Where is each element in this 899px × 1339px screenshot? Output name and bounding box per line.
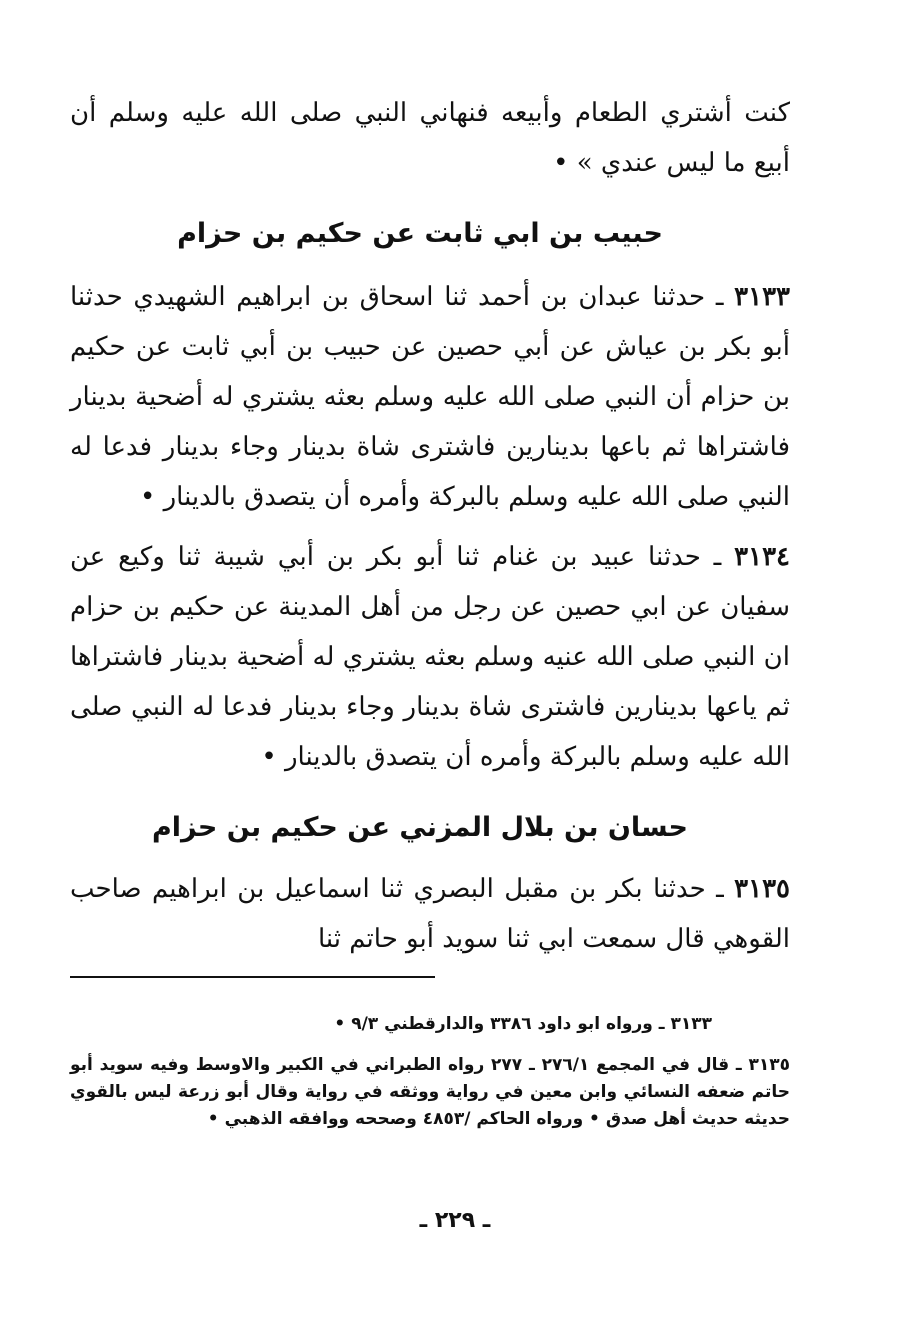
book-page xyxy=(70,80,790,1320)
footnote-3133: ٣١٣٣ ـ ورواه ابو داود ٣٣٨٦ والدارقطني ٩/٣ • xyxy=(334,1014,712,1034)
section-heading-hassan: حسان بن بلال المزني عن حكيم بن حزام xyxy=(152,812,688,843)
hadith-number: ٣١٣٣ xyxy=(734,282,791,312)
page-number: ـ ٢٢٩ ـ xyxy=(419,1208,491,1233)
footnotes xyxy=(70,1010,790,1147)
hadith-3134 xyxy=(70,532,790,782)
hadith-3133 xyxy=(70,272,790,522)
hadith-text: ـ حدثنا عبيد بن غنام ثنا أبو بكر بن أبي شيبة ثنا وكيع عن سفيان عن ابي حصين عن رجل من أهل المدينة عن حكيم بن حزام ان النبي صلى الله عنيه وسلم بعثه يشتري له أضحية بدينار فاشتراها ثم ياعها بدينارين فاشترى شاة بدينار وجاء بدينار فدعا له النبي صلى الله عليه وسلم بالبركة وأمره أن يتصدق بالدينار • xyxy=(70,542,790,772)
intro-paragraph xyxy=(70,88,790,188)
hadith-number: ٣١٣٤ xyxy=(734,542,791,572)
intro-text: كنت أشتري الطعام وأبيعه فنهاني النبي صلى الله عليه وسلم أن أبيع ما ليس عندي » • xyxy=(70,98,790,178)
hadith-number: ٣١٣٥ xyxy=(734,874,790,904)
section-heading-habib: حبيب بن ابي ثابت عن حكيم بن حزام xyxy=(177,218,663,249)
footnote-divider xyxy=(70,976,435,978)
footnote-3135: ٣١٣٥ ـ قال في المجمع ٢٧٦/١ ـ ٢٧٧ رواه الطبراني في الكبير والاوسط وفيه سويد أبو حاتم ضعفه النسائي وابن معين في رواية ووثقه في رواية وقال أبو زرعة ليس بالقوي حديثه حديث أهل صدق • ورواه الحاكم /٤٨٥٣ وصححه ووافقه الذهبي • xyxy=(70,1055,791,1129)
hadith-text: ـ حدثنا عبدان بن أحمد ثنا اسحاق بن ابراهيم الشهيدي حدثنا أبو بكر بن عياش عن أبي حصين عن حبيب بن أبي ثابت عن حكيم بن حزام أن النبي صلى الله عليه وسلم بعثه يشتري له أضحية بدينار فاشتراها ثم باعها بدينارين فاشترى شاة بدينار وجاء بدينار فدعا له النبي صلى الله عليه وسلم بالبركة وأمره أن يتصدق بالدينار • xyxy=(70,282,790,512)
hadith-3135 xyxy=(70,864,790,964)
hadith-text: ـ حدثنا بكر بن مقبل البصري ثنا اسماعيل بن ابراهيم صاحب القوهي قال سمعت ابي ثنا سويد أبو حاتم ثنا xyxy=(70,874,790,954)
